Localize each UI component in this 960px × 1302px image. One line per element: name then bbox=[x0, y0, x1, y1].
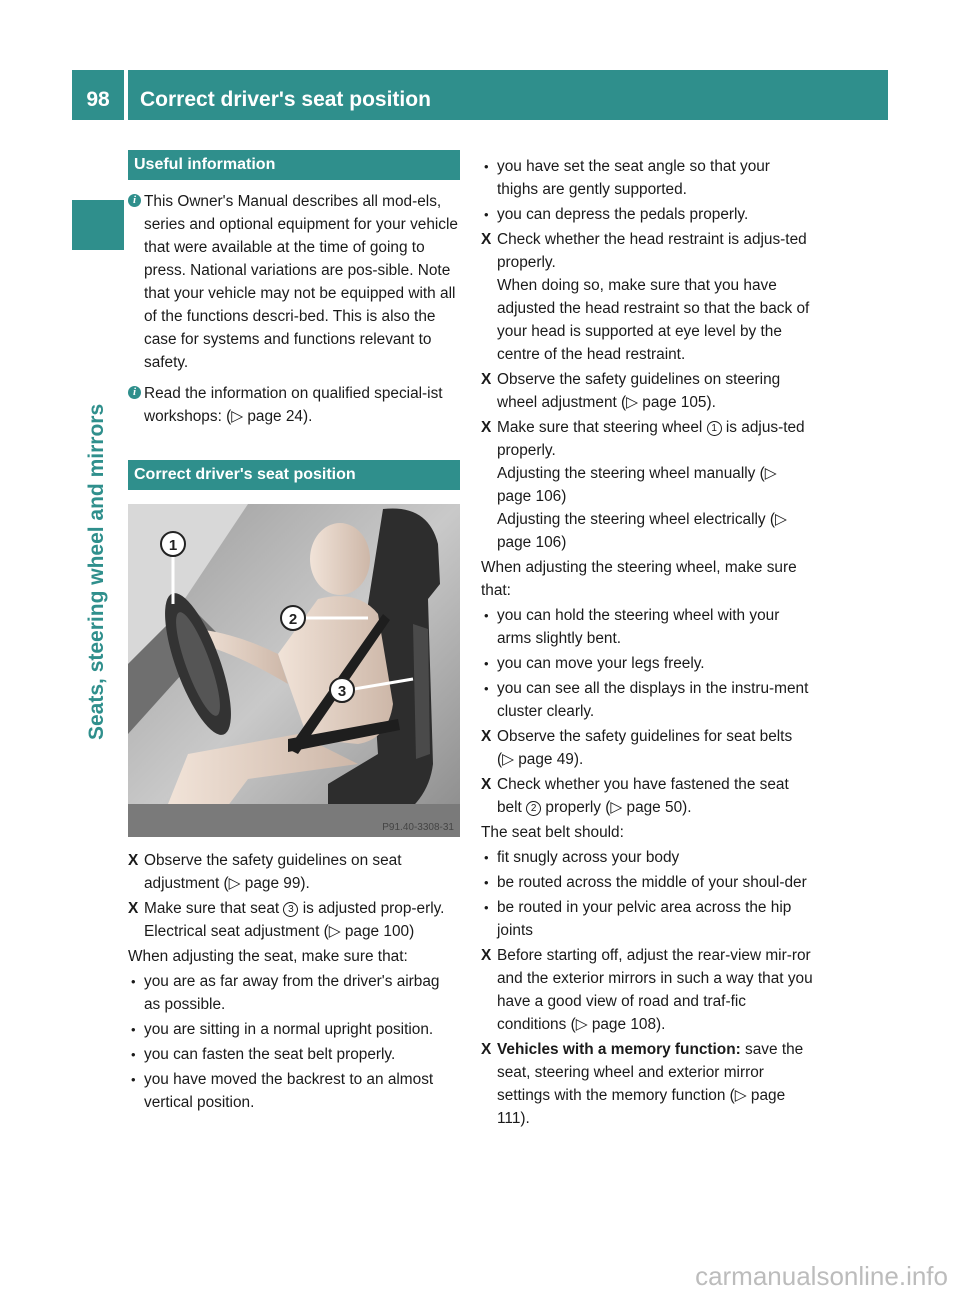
page-number: 98 bbox=[86, 88, 110, 111]
info-text: This Owner's Manual describes all mod-els, series and optional equipment for your vehicle that were available at the time of going to press. National variations are pos-sible. Note that your vehicle may not be equipped with all of the functions descri-bed. This is also the case for systems and functions relevant to safety. bbox=[144, 193, 458, 371]
step-mirrors: X Before starting off, adjust the rear-view mir-ror and the exterior mirrors in such a way that you have a good view of road and traf-fic conditions (▷ page 108). bbox=[481, 944, 813, 1036]
info-icon: i bbox=[128, 194, 141, 207]
list-item: • you can see all the displays in the instru-ment cluster clearly. bbox=[484, 680, 809, 720]
step-arrow-icon: X bbox=[481, 728, 492, 745]
step-text: is adjusted prop-erly. bbox=[302, 900, 445, 917]
step-text: Make sure that seat bbox=[144, 900, 280, 917]
figure-code: P91.40-3308-31 bbox=[382, 822, 454, 833]
step-arrow-icon: X bbox=[481, 419, 492, 436]
list-item: • you are as far away from the driver's airbag as possible. bbox=[131, 973, 440, 1013]
info-note-workshops bbox=[128, 382, 460, 428]
list-item: • you have moved the backrest to an almost vertical position. bbox=[131, 1071, 434, 1111]
step-belt-guidelines: X Observe the safety guidelines for seat belts (▷ page 49). bbox=[481, 725, 813, 771]
list-item: • you are sitting in a normal upright position. bbox=[131, 1021, 434, 1038]
step-seat-guidelines bbox=[128, 849, 460, 895]
left-column bbox=[128, 150, 460, 1116]
section-tab-marker bbox=[72, 200, 124, 250]
step-subtext: Electrical seat adjustment (▷ page 100) bbox=[144, 923, 415, 940]
seat-conditions-intro: When adjusting the seat, make sure that: bbox=[128, 948, 408, 965]
callout-ref-1: 1 bbox=[707, 421, 722, 436]
info-icon: i bbox=[128, 386, 141, 399]
driver-seat-figure bbox=[128, 504, 460, 837]
step-arrow-icon: X bbox=[481, 1041, 492, 1058]
step-belt-fastened: X Check whether you have fastened the seat belt 2 properly (▷ page 50). bbox=[481, 773, 813, 819]
step-subtext: Adjusting the steering wheel manually (▷ page 106) bbox=[497, 465, 777, 505]
step-arrow-icon: X bbox=[481, 947, 492, 964]
callout-label: 3 bbox=[337, 683, 347, 700]
step-seat-adjusted bbox=[128, 897, 460, 943]
callout-label: 2 bbox=[288, 611, 298, 628]
belt-conditions-intro: The seat belt should: bbox=[481, 824, 624, 841]
steering-conditions-intro: When adjusting the steering wheel, make sure that: bbox=[481, 559, 797, 599]
callout-label: 1 bbox=[168, 537, 178, 554]
step-subtext: Adjusting the steering wheel electrically (▷ page 106) bbox=[497, 511, 787, 551]
list-item: • be routed in your pelvic area across the hip joints bbox=[484, 899, 792, 939]
list-item: • be routed across the middle of your shoul-der bbox=[484, 874, 807, 891]
useful-information-heading: Useful information bbox=[128, 150, 460, 180]
list-item: • fit snugly across your body bbox=[484, 849, 680, 866]
list-item: • you can hold the steering wheel with your arms slightly bent. bbox=[484, 607, 780, 647]
info-note-manual bbox=[128, 190, 460, 374]
callout-ref-3: 3 bbox=[283, 902, 298, 917]
info-text: Read the information on qualified special-ist workshops: (▷ page 24). bbox=[144, 385, 443, 425]
step-arrow-icon: X bbox=[481, 231, 492, 248]
step-text: Observe the safety guidelines on seat adjustment (▷ page 99). bbox=[144, 852, 402, 892]
step-memory-function: X Vehicles with a memory function: save the seat, steering wheel and exterior mirror settings with the memory function (▷ page 111). bbox=[481, 1038, 813, 1130]
step-arrow-icon: X bbox=[128, 852, 139, 869]
seat-bullet-list bbox=[128, 970, 460, 1114]
page-number-box bbox=[72, 70, 124, 120]
list-item: • you have set the seat angle so that your thighs are gently supported. bbox=[484, 158, 770, 198]
step-steering-adjusted: X Make sure that steering wheel 1 is adjus-ted properly. Adjusting the steering wheel manually (▷ page 106) Adjusting the steering wheel electrically (▷ page 106) bbox=[481, 416, 813, 554]
step-steering-guidelines: X Observe the safety guidelines on steering wheel adjustment (▷ page 105). bbox=[481, 368, 813, 414]
seat-illustration bbox=[128, 504, 460, 837]
chapter-side-label bbox=[72, 270, 124, 750]
list-item: • you can fasten the seat belt properly. bbox=[131, 1046, 396, 1063]
list-item: • you can move your legs freely. bbox=[484, 655, 705, 672]
step-arrow-icon: X bbox=[128, 900, 139, 917]
page-header bbox=[128, 70, 888, 120]
list-item: • you can depress the pedals properly. bbox=[484, 206, 749, 223]
right-column bbox=[481, 155, 813, 1132]
chapter-label: Seats, steering wheel and mirrors bbox=[85, 403, 108, 740]
step-head-restraint: X Check whether the head restraint is adjus-ted properly. When doing so, make sure that you have adjusted the head restraint so that the back of your head is supported at eye level by the centre of the head restraint. bbox=[481, 228, 813, 366]
step-subtext: When doing so, make sure that you have adjusted the head restraint so that the back of your head is supported at eye level by the centre of the head restraint. bbox=[497, 277, 810, 363]
step-arrow-icon: X bbox=[481, 776, 492, 793]
callout-ref-2: 2 bbox=[526, 801, 541, 816]
page-title: Correct driver's seat position bbox=[140, 88, 431, 111]
seat-position-heading: Correct driver's seat position bbox=[128, 460, 460, 490]
step-arrow-icon: X bbox=[481, 371, 492, 388]
watermark: carmanualsonline.info bbox=[695, 1261, 948, 1291]
